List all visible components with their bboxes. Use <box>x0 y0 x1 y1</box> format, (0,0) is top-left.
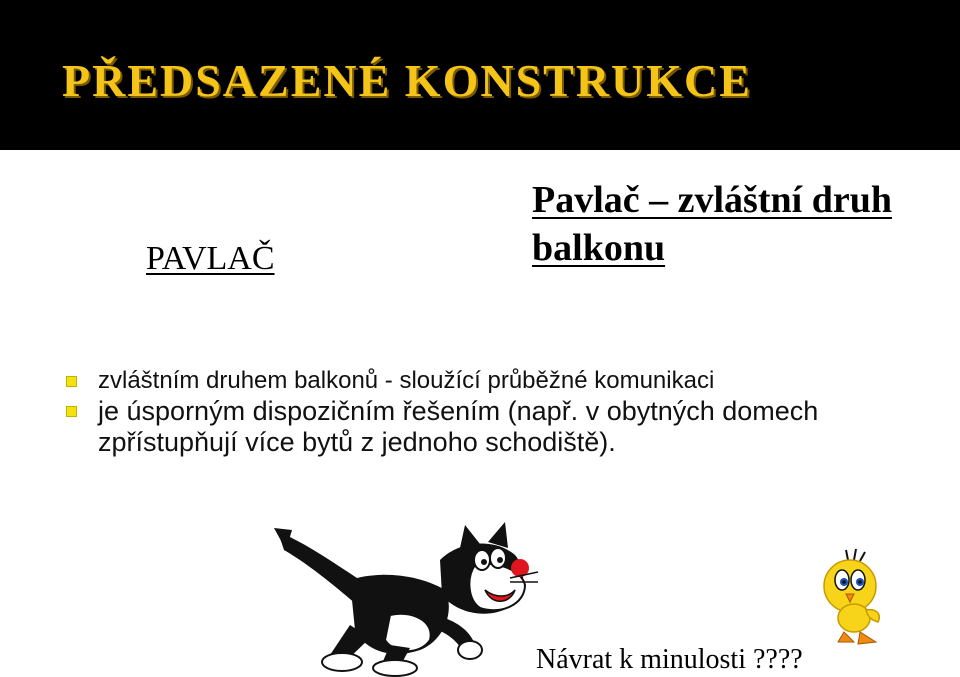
bullet-text: zvláštním druhem balkonů - sloužící průběžné komunikaci <box>98 367 715 394</box>
bullet-item <box>66 366 946 396</box>
slide-title: PŘEDSAZENÉ KONSTRUKCE <box>62 55 752 106</box>
square-bullet-icon <box>66 406 77 417</box>
bullet-item <box>66 396 946 458</box>
right-heading: Pavlač – zvláštní druh balkonu <box>532 179 892 269</box>
square-bullet-icon <box>66 376 77 387</box>
left-heading: PAVLAČ <box>146 240 275 277</box>
bullet-list <box>66 366 946 458</box>
footer-caption: Návrat k minulosti ???? <box>536 644 803 675</box>
cartoon-cat-image <box>270 520 540 677</box>
cartoon-bird-image <box>810 548 900 648</box>
bullet-text: je úsporným dispozičním řešením (např. v obytných domech zpřístupňují více bytů z jednoho schodiště). <box>98 396 819 457</box>
title-bar <box>0 0 960 150</box>
